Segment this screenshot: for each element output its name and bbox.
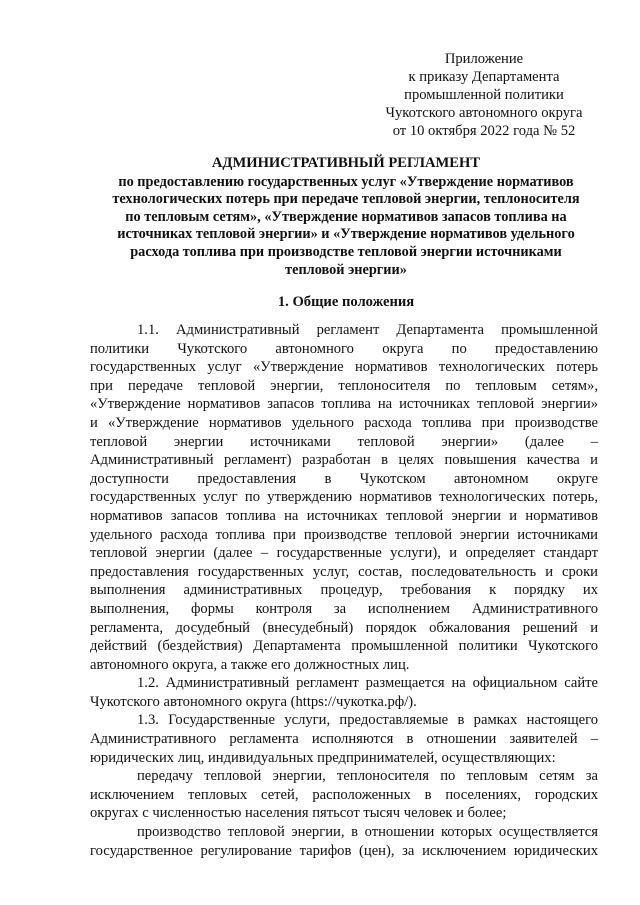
body-line: Административный регламент) разработан в целях повышения качества и <box>90 452 598 469</box>
section-heading: 1. Общие положения <box>277 294 415 310</box>
body-line: тепловой энергии источниками тепловой энергии» (далее – <box>90 433 598 450</box>
body-line: удельного расхода топлива при производстве тепловой энергии источниками <box>90 526 598 543</box>
document-subtitle-line: расхода топлива при производстве тепловой энергии источниками <box>130 243 562 260</box>
body-line: государственное регулирование тарифов (цен), за исключением юридических <box>90 842 598 859</box>
body-line: нормативов запасов топлива на источниках тепловой энергии и нормативов <box>90 507 598 524</box>
body-line: Административного регламента исполняются в отношении заявителей – <box>90 731 598 748</box>
document-subtitle-line: по предоставлению государственных услуг «Утверждение нормативов <box>118 173 574 190</box>
body-line: государственных услуг по утверждению нормативов технологических потерь, <box>90 489 598 506</box>
document-subtitle-line: источниках тепловой энергии» и «Утверждение нормативов удельного <box>117 226 575 243</box>
appendix-line: Приложение <box>444 51 524 67</box>
body-line: предоставления государственных услуг, состав, последовательность и сроки <box>90 563 598 580</box>
body-line: 1.2. Административный регламент размещается на официальном сайте <box>137 675 598 692</box>
appendix-line: от 10 октября 2022 года № 52 <box>392 123 576 139</box>
document-subtitle-line: по тепловым сетям», «Утверждение нормативов запасов топлива на <box>125 208 567 225</box>
body-line: округах с численностью населения пятьсот тысяч человек и более; <box>90 805 507 822</box>
body-line: исключением тепловых сетей, расположенных в поселениях, городских <box>90 786 598 803</box>
body-text <box>90 321 598 860</box>
body-line: и «Утверждение нормативов удельного расхода топлива при производстве <box>90 414 598 431</box>
body-line: действий (бездействия) Департамента промышленной политики Чукотского <box>90 638 598 655</box>
body-line: передачу тепловой энергии, теплоносителя по тепловым сетям за <box>137 768 598 785</box>
document-subtitle-line: технологических потерь при передаче тепловой энергии, теплоносителя <box>112 191 580 208</box>
appendix-line: Чукотского автономного округа <box>385 105 583 121</box>
appendix-line: к приказу Департамента <box>408 69 560 85</box>
body-line: выполнения административных процедур, требования к порядку их <box>90 582 598 599</box>
body-line: государственных услуг «Утверждение нормативов технологических потерь <box>90 359 598 376</box>
document-subtitle-line: тепловой энергии» <box>285 261 407 278</box>
body-line: производство тепловой энергии, в отношении которых осуществляется <box>137 824 598 841</box>
body-line: выполнения, формы контроля за исполнением Административного <box>90 600 598 617</box>
body-line: при передаче тепловой энергии, теплоносителя по тепловым сетям», <box>90 377 598 394</box>
body-line: тепловой энергии (далее – государственные услуги), и определяет стандарт <box>90 545 598 562</box>
body-line: регламента, досудебный (внесудебный) порядок обжалования решений и <box>90 619 598 636</box>
document-title-block <box>90 155 602 279</box>
body-line: юридических лиц, индивидуальных предпринимателей, осуществляющих: <box>90 749 556 766</box>
document-title: АДМИНИСТРАТИВНЫЙ РЕГЛАМЕНТ <box>211 155 481 171</box>
body-line: «Утверждение нормативов запасов топлива на источниках тепловой энергии» <box>90 396 598 413</box>
body-line: Чукотского автономного округа (https://чукотка.рф/). <box>90 693 417 710</box>
body-line: автономного округа, а также его должностных лиц. <box>90 656 410 673</box>
body-line: политики Чукотского автономного округа по предоставлению <box>90 340 598 357</box>
appendix-header <box>358 50 610 140</box>
body-line: 1.3. Государственные услуги, предоставляемые в рамках настоящего <box>137 712 598 729</box>
body-line: 1.1. Административный регламент Департамента промышленной <box>137 322 598 338</box>
appendix-line: промышленной политики <box>404 87 564 103</box>
body-line: доступности предоставления в Чукотском автономном округе <box>90 470 598 487</box>
